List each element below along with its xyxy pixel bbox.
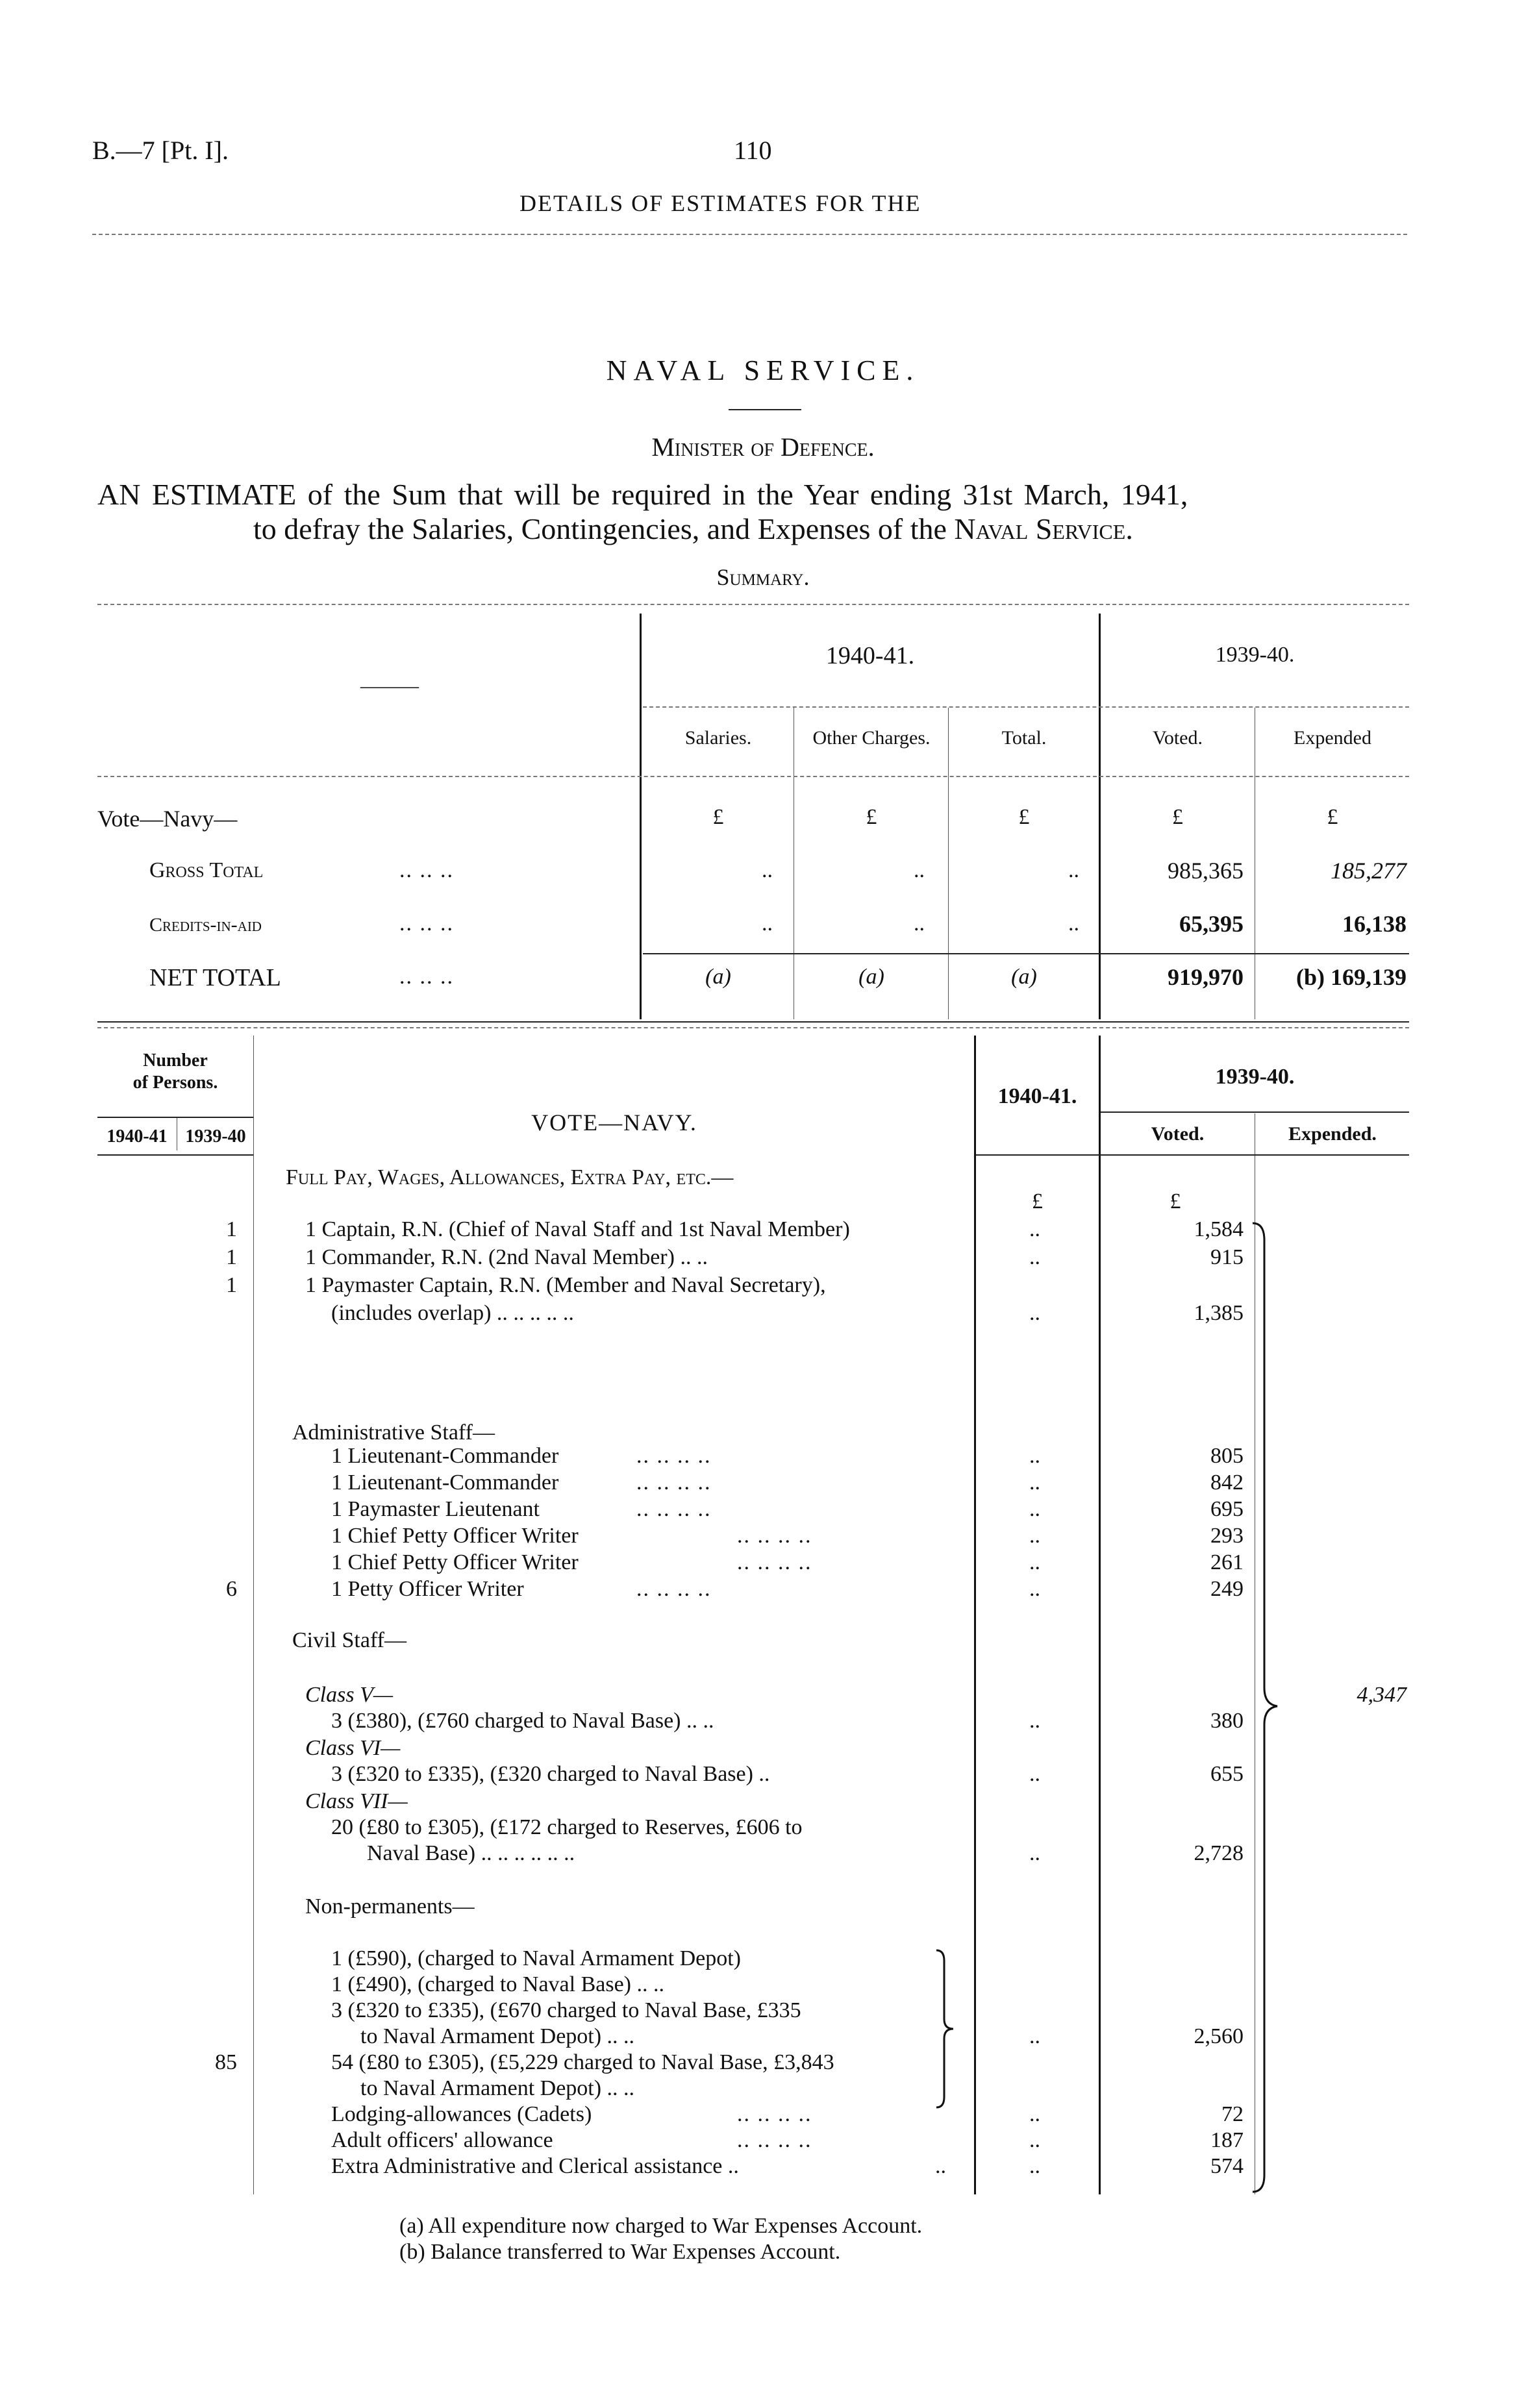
detail-header-col-1939: 1939-40. [1215,1065,1295,1089]
document-reference: B.—7 [Pt. I]. [92,136,229,165]
summary-row-label: Credits-in-aid [149,914,262,936]
summary-cell: .. [1068,858,1079,882]
detail-subheader-rule [1101,1111,1409,1113]
header-rule [92,234,1407,235]
summary-currency: £ [1327,805,1338,829]
section-title: Full Pay, Wages, Allowances, Extra Pay, etc.— [286,1165,734,1189]
page-number: 110 [734,136,772,165]
summary-cell: .. [1068,912,1079,936]
estimate-line-2-service: Naval Service. [954,512,1133,545]
tail-item: Lodging-allowances (Cadets) [331,2102,592,2126]
leader-dots: .. .. .. .. [636,1444,712,1468]
dots: .. [1029,1444,1040,1468]
non-permanent-line: 3 (£320 to £335), (£670 charged to Naval Base, £335 [331,1998,801,2022]
admin-item: 1 Chief Petty Officer Writer [331,1524,579,1548]
dots: .. [1029,1471,1040,1495]
service-title: NAVAL SERVICE. [606,354,920,386]
leader-dots: .. .. .. .. [737,1524,812,1548]
voted-value: 293 [1210,1524,1244,1548]
civil-staff-title: Civil Staff— [292,1628,407,1652]
persons-count: 85 [215,2050,237,2074]
pound-sign: £ [1032,1189,1043,1213]
dots: .. [1029,1217,1040,1241]
non-permanents-title: Non-permanents— [305,1894,475,1918]
voted-value: 695 [1210,1497,1244,1521]
summary-expended-value: (b) 169,139 [1296,964,1407,990]
persons-count: 6 [226,1577,237,1601]
dots: .. [1029,1245,1040,1269]
brace-icon [934,1948,960,2110]
summary-currency: £ [1018,805,1030,829]
non-permanent-line: 1 (£590), (charged to Naval Armament Depot) [331,1946,742,1970]
admin-item: 1 Petty Officer Writer [331,1577,524,1601]
detail-persons-rule [97,1154,253,1156]
voted-value: 380 [1210,1709,1244,1733]
class-line: Naval Base) .. .. .. .. .. .. [367,1841,575,1865]
summary-row-label: NET TOTAL [149,964,281,991]
summary-col-divider [640,614,642,1019]
ministry-title: Minister of Defence. [651,432,875,462]
class-line: 3 (£380), (£760 charged to Naval Base) .. .. [331,1709,714,1733]
title-rule [729,409,801,410]
summary-voted-value: 919,970 [1168,964,1244,990]
detail-col-divider [253,1036,254,2194]
dots: .. [1029,2102,1040,2126]
class-line: 3 (£320 to £335), (£320 charged to Naval Base) .. [331,1762,770,1786]
summary-cell: (a) [705,965,731,989]
expended-total: 4,347 [1357,1683,1407,1707]
summary-cell: .. [762,858,773,882]
non-permanent-line: to Naval Armament Depot) .. .. [360,2024,635,2048]
dots: .. [1029,1550,1040,1574]
dots: .. [1029,2128,1040,2152]
detail-header-number: Number [143,1050,208,1071]
summary-expended-value: 185,277 [1331,858,1407,884]
voted-value: 72 [1221,2102,1244,2126]
dots: .. [1029,1497,1040,1521]
leader-dots: .. .. .. .. [737,2128,812,2152]
summary-header-other-charges: Other Charges. [812,727,931,749]
summary-year-1940: 1940-41. [825,642,915,669]
detail-col-divider [1099,1036,1101,2194]
non-permanent-line: 1 (£490), (charged to Naval Base) .. .. [331,1972,664,1996]
admin-item: 1 Lieutenant-Commander [331,1444,559,1468]
summary-heading: Summary. [716,564,810,590]
summary-bottom-rule [97,1027,1409,1028]
tail-item: Adult officers' allowance [331,2128,553,2152]
estimate-line-2 [253,512,1133,546]
summary-year-1939: 1939-40. [1215,643,1295,667]
summary-header-dash: ——— [360,675,419,697]
detail-header-persons: of Persons. [132,1073,218,1093]
footnote-b: (b) Balance transferred to War Expenses Account. [399,2240,841,2264]
summary-currency: £ [712,805,724,829]
leader-dots: .. .. .. .. [636,1577,712,1601]
summary-row-label: Gross Total [149,858,264,882]
summary-cell: .. [914,912,925,936]
voted-value: 1,385 [1194,1301,1244,1325]
detail-header-1939: 1939-40 [185,1126,246,1147]
summary-row-label: Vote—Navy— [97,806,238,832]
persons-count: 1 [226,1273,237,1297]
admin-item: 1 Lieutenant-Commander [331,1471,559,1495]
detail-header-bottom-rule [976,1154,1409,1156]
line-item: 1 Paymaster Captain, R.N. (Member and Naval Secretary), [305,1273,826,1297]
estimate-line-1: AN ESTIMATE of the Sum that will be required in the Year ending 31st March, 1941, [97,478,1188,511]
summary-top-rule [97,604,1409,605]
leader-dots: .. .. .. [399,912,454,936]
dots: .. [935,2154,946,2178]
voted-value: 261 [1210,1550,1244,1574]
leader-dots: .. .. .. .. [737,1550,812,1574]
voted-value: 915 [1210,1245,1244,1269]
dots: .. [1029,1301,1040,1325]
tail-item: Extra Administrative and Clerical assistance .. [331,2154,739,2178]
line-item: 1 Commander, R.N. (2nd Naval Member) .. .. [305,1245,708,1269]
detail-header-expended: Expended. [1288,1123,1377,1145]
non-permanent-line: to Naval Armament Depot) .. .. [360,2076,635,2100]
class-heading: Class V— [305,1683,394,1707]
class-heading: Class VI— [305,1736,401,1760]
admin-item: 1 Paymaster Lieutenant [331,1497,540,1521]
summary-bottom-rule [97,1021,1409,1023]
dots: .. [1029,2024,1040,2048]
dots: .. [1029,1524,1040,1548]
voted-value: 2,728 [1194,1841,1244,1865]
brace-icon [1250,1221,1282,2194]
summary-total-rule [643,953,1409,954]
summary-cell: .. [762,912,773,936]
voted-value: 1,584 [1194,1217,1244,1241]
voted-value: 842 [1210,1471,1244,1495]
voted-value: 249 [1210,1577,1244,1601]
non-permanent-line: 54 (£80 to £305), (£5,229 charged to Naval Base, £3,843 [331,2050,834,2074]
summary-col-divider [948,708,949,1019]
summary-header-bottom-rule [97,776,1409,777]
footnote-a: (a) All expenditure now charged to War Expenses Account. [399,2214,923,2238]
voted-value: 574 [1210,2154,1244,2178]
detail-header-col-1940: 1940-41. [997,1084,1077,1108]
persons-count: 1 [226,1217,237,1241]
leader-dots: .. .. .. .. [636,1471,712,1495]
leader-dots: .. .. .. .. [636,1497,712,1521]
dots: .. [1029,1841,1040,1865]
voted-value: 655 [1210,1762,1244,1786]
detail-persons-rule [97,1117,253,1118]
voted-value: 805 [1210,1444,1244,1468]
class-line: 20 (£80 to £305), (£172 charged to Reserves, £606 to [331,1815,803,1839]
summary-voted-value: 985,365 [1168,858,1244,884]
dots: .. [1029,1762,1040,1786]
summary-currency: £ [866,805,877,829]
voted-value: 187 [1210,2128,1244,2152]
admin-staff-title: Administrative Staff— [292,1421,495,1445]
detail-vote-title: VOTE—NAVY. [531,1110,697,1136]
leader-dots: .. .. .. [399,965,454,989]
dots: .. [1029,1577,1040,1601]
pound-sign: £ [1170,1189,1181,1213]
summary-cell: (a) [858,965,884,989]
line-item: (includes overlap) .. .. .. .. .. [331,1301,574,1325]
persons-count: 1 [226,1245,237,1269]
leader-dots: .. .. .. .. [737,2102,812,2126]
detail-header-voted: Voted. [1151,1123,1205,1145]
admin-item: 1 Chief Petty Officer Writer [331,1550,579,1574]
summary-expended-value: 16,138 [1342,911,1407,937]
summary-cell: (a) [1011,965,1037,989]
summary-header-total: Total. [1001,727,1047,749]
summary-header-expended: Expended [1294,727,1371,749]
summary-currency: £ [1172,805,1183,829]
voted-value: 2,560 [1194,2024,1244,2048]
summary-voted-value: 65,395 [1179,911,1244,937]
dots: .. [1029,1709,1040,1733]
estimate-line-2-text: to defray the Salaries, Contingencies, and Expenses of the [253,512,955,545]
summary-cell: .. [914,858,925,882]
dots: .. [1029,2154,1040,2178]
line-item: 1 Captain, R.N. (Chief of Naval Staff and 1st Naval Member) [305,1217,850,1241]
summary-header-salaries: Salaries. [684,727,752,749]
detail-header-1940: 1940-41 [106,1126,168,1147]
summary-subheader-rule [643,706,1409,708]
summary-header-voted: Voted. [1153,727,1203,749]
class-heading: Class VII— [305,1789,408,1813]
leader-dots: .. .. .. [399,858,454,882]
running-title: DETAILS OF ESTIMATES FOR THE [519,190,921,216]
